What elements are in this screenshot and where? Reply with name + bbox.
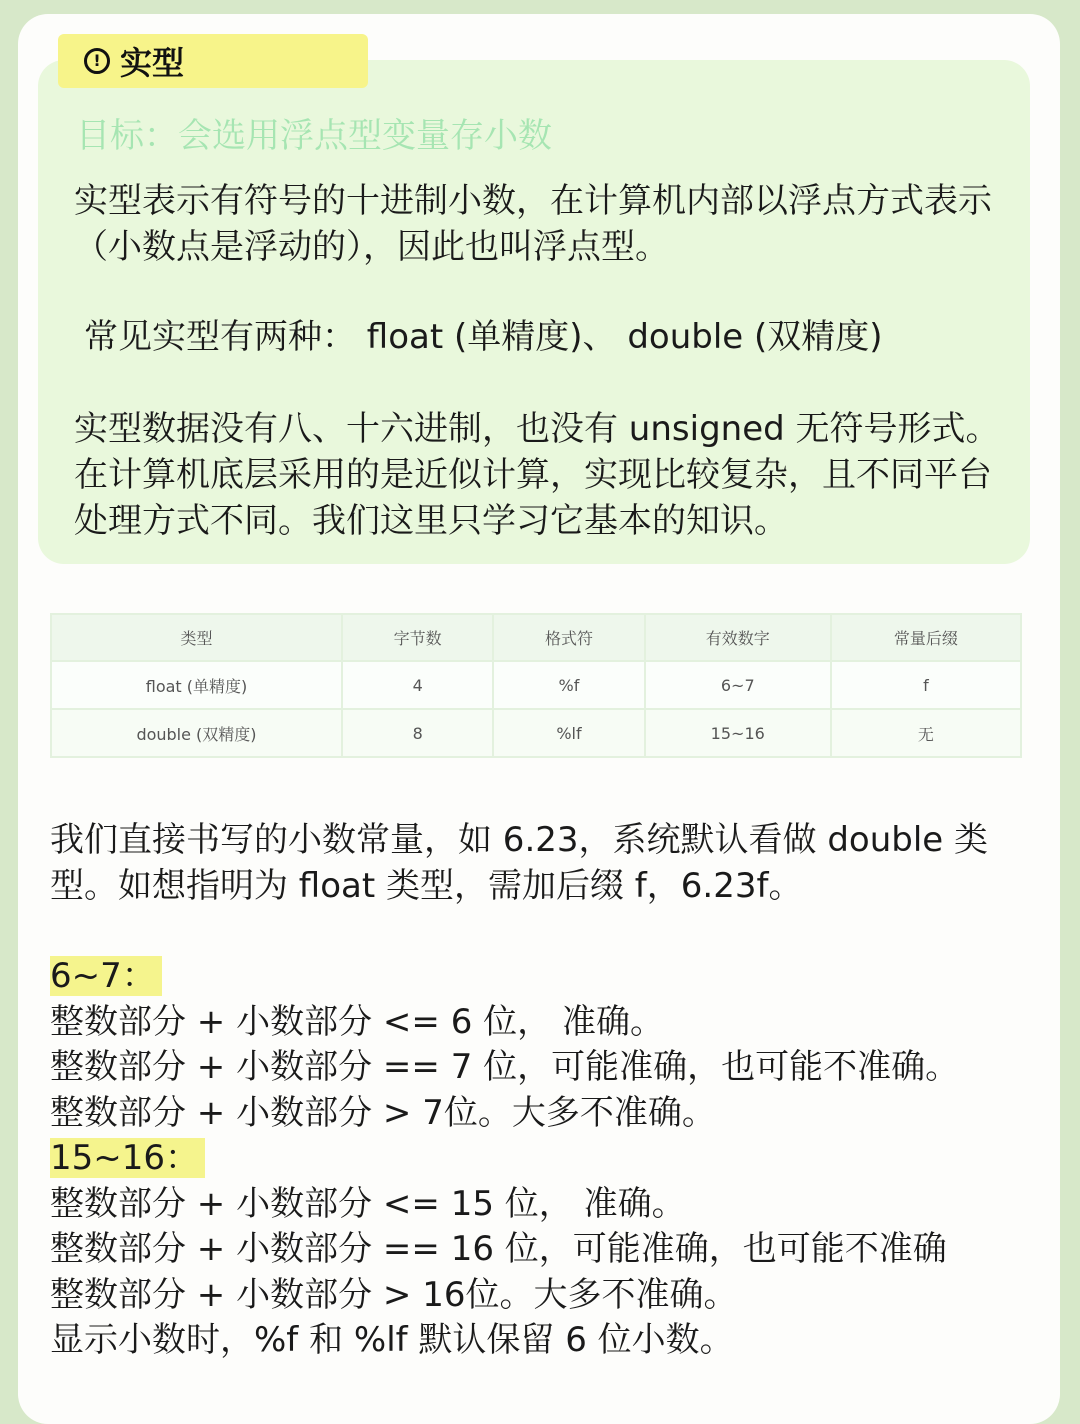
table-cell: 无: [831, 709, 1021, 757]
table-row: [51, 661, 1021, 709]
table-row: [51, 709, 1021, 757]
table-cell: 6~7: [645, 661, 831, 709]
section-tag: [58, 34, 368, 88]
table-cell: %lf: [493, 709, 644, 757]
table-header: 有效数字: [645, 614, 831, 661]
constant-note: 我们直接书写的小数常量，如 6.23，系统默认看做 double 类型。如想指明为 float 类型，需加后缀 f，6.23f。: [50, 820, 989, 906]
group1-line: 整数部分 + 小数部分 <= 6 位， 准确。: [50, 1001, 664, 1042]
table-cell: f: [831, 661, 1021, 709]
section-tag-label: 实型: [120, 44, 185, 82]
float-types-table: [50, 613, 1022, 758]
precision-notes: [50, 954, 1045, 1364]
table-cell: %f: [493, 661, 644, 709]
table-cell: 8: [342, 709, 493, 757]
table-header-row: [51, 614, 1021, 661]
intro-paragraph-1: 实型表示有符号的十进制小数，在计算机内部以浮点方式表示（小数点是浮动的），因此也叫浮点型。: [74, 181, 992, 267]
table-header: 格式符: [493, 614, 644, 661]
group2-heading: 15~16：: [50, 1138, 205, 1178]
group2-line: 整数部分 + 小数部分 <= 15 位， 准确。: [50, 1183, 686, 1224]
table-header: 字节数: [342, 614, 493, 661]
table-header: 常量后缀: [831, 614, 1021, 661]
table-cell: double (双精度): [51, 709, 342, 757]
info-circle-icon: !: [84, 48, 110, 74]
table-cell: 15~16: [645, 709, 831, 757]
final-note: 显示小数时，%f 和 %lf 默认保留 6 位小数。: [50, 1320, 734, 1360]
table-cell: float (单精度): [51, 661, 342, 709]
table-cell: 4: [342, 661, 493, 709]
goal-text: 目标：会选用浮点型变量存小数: [76, 116, 552, 156]
group2-line: 整数部分 + 小数部分 == 16 位，可能准确，也可能不准确: [50, 1229, 947, 1269]
table-header: 类型: [51, 614, 342, 661]
intro-paragraph-2: 常见实型有两种： float (单精度)、 double (双精度): [84, 317, 883, 357]
group1-line: 整数部分 + 小数部分 > 7位。大多不准确。: [50, 1092, 716, 1133]
group2-line: 整数部分 + 小数部分 > 16位。大多不准确。: [50, 1274, 738, 1315]
group1-line: 整数部分 + 小数部分 == 7 位，可能准确，也可能不准确。: [50, 1047, 960, 1087]
intro-paragraph-3: 实型数据没有八、十六进制，也没有 unsigned 无符号形式。在计算机底层采用的是近似计算，实现比较复杂，且不同平台处理方式不同。我们这里只学习它基本的知识。: [74, 409, 1000, 541]
group1-heading: 6~7：: [50, 956, 162, 996]
